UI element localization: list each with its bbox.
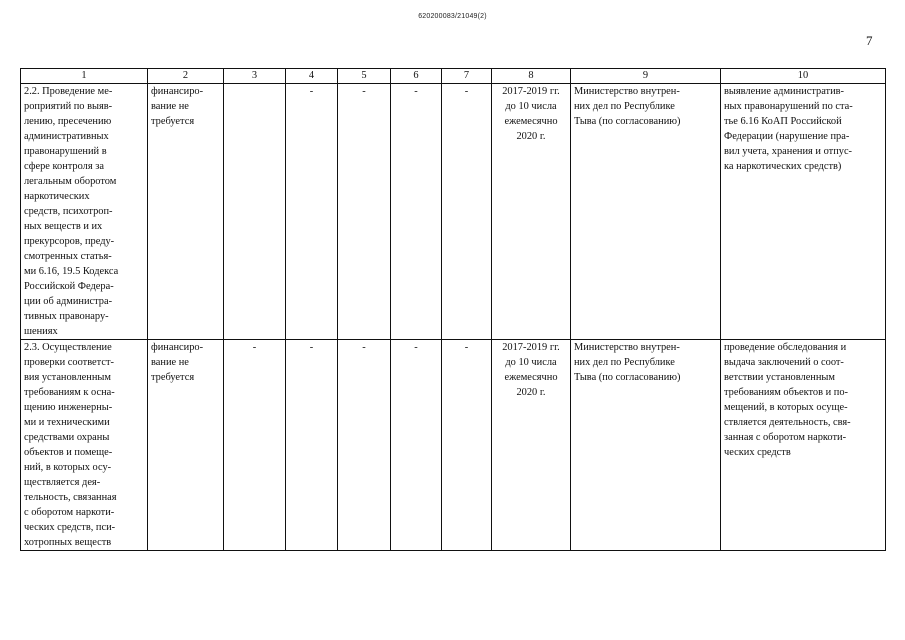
value-cell: - — [442, 84, 492, 340]
value-cell: - — [286, 340, 338, 551]
value-cell: - — [391, 84, 442, 340]
column-header-6: 6 — [391, 69, 442, 84]
measure-cell: 2.3. Осуществление проверки соответст- вия установленным требованиям к осна- щению инженерны- ми и техническими средствами охраны объектов и помеще- ний, в которых осу- ществляется дея- тельность, связанная с оборотом наркоти- ческих средств, пси- хотропных веществ — [21, 340, 148, 551]
value-cell: - — [286, 84, 338, 340]
financing-cell: финансиро- вание не требуется — [148, 84, 224, 340]
page-number: 7 — [866, 33, 873, 48]
financing-cell: финансиро- вание не требуется — [148, 340, 224, 551]
result-cell: выявление административ- ных правонарушений по ста- тье 6.16 КоАП Российской Федерации (нарушение пра- вил учета, хранения и отпус- ка наркотических средств) — [721, 84, 886, 340]
executor-cell: Министерство внутрен- них дел по Республике Тыва (по согласованию) — [571, 84, 721, 340]
value-cell: - — [338, 340, 391, 551]
value-cell: - — [442, 340, 492, 551]
column-header-9: 9 — [571, 69, 721, 84]
measures-table — [20, 68, 886, 551]
column-header-1: 1 — [21, 69, 148, 84]
executor-cell: Министерство внутрен- них дел по Республике Тыва (по согласованию) — [571, 340, 721, 551]
table-row — [21, 84, 886, 340]
column-header-10: 10 — [721, 69, 886, 84]
period-cell: 2017-2019 гг. до 10 числа ежемесячно 2020 г. — [492, 84, 571, 340]
period-cell: 2017-2019 гг. до 10 числа ежемесячно 2020 г. — [492, 340, 571, 551]
document-id: 620200083/21049(2) — [418, 13, 487, 20]
value-cell: - — [338, 84, 391, 340]
table-row — [21, 340, 886, 551]
column-header-2: 2 — [148, 69, 224, 84]
column-header-5: 5 — [338, 69, 391, 84]
value-cell: - — [224, 340, 286, 551]
value-cell — [224, 84, 286, 340]
value-cell: - — [391, 340, 442, 551]
column-header-3: 3 — [224, 69, 286, 84]
column-header-7: 7 — [442, 69, 492, 84]
column-number-row — [21, 69, 886, 84]
column-header-4: 4 — [286, 69, 338, 84]
result-cell: проведение обследования и выдача заключений о соот- ветствии установленным требованиям объектов и по- мещений, в которых осуще- ствляется деятельность, свя- занная с оборотом наркоти- ческих средств — [721, 340, 886, 551]
column-header-8: 8 — [492, 69, 571, 84]
measure-cell: 2.2. Проведение ме- роприятий по выяв- лению, пресечению административных правонарушений в сфере контроля за легальным оборотом наркотических средств, психотроп- ных веществ и их прекурсоров, преду- смотренных статья- ми 6.16, 19.5 Кодекса Российской Федера- ции об администра- тивных правонару- шениях — [21, 84, 148, 340]
